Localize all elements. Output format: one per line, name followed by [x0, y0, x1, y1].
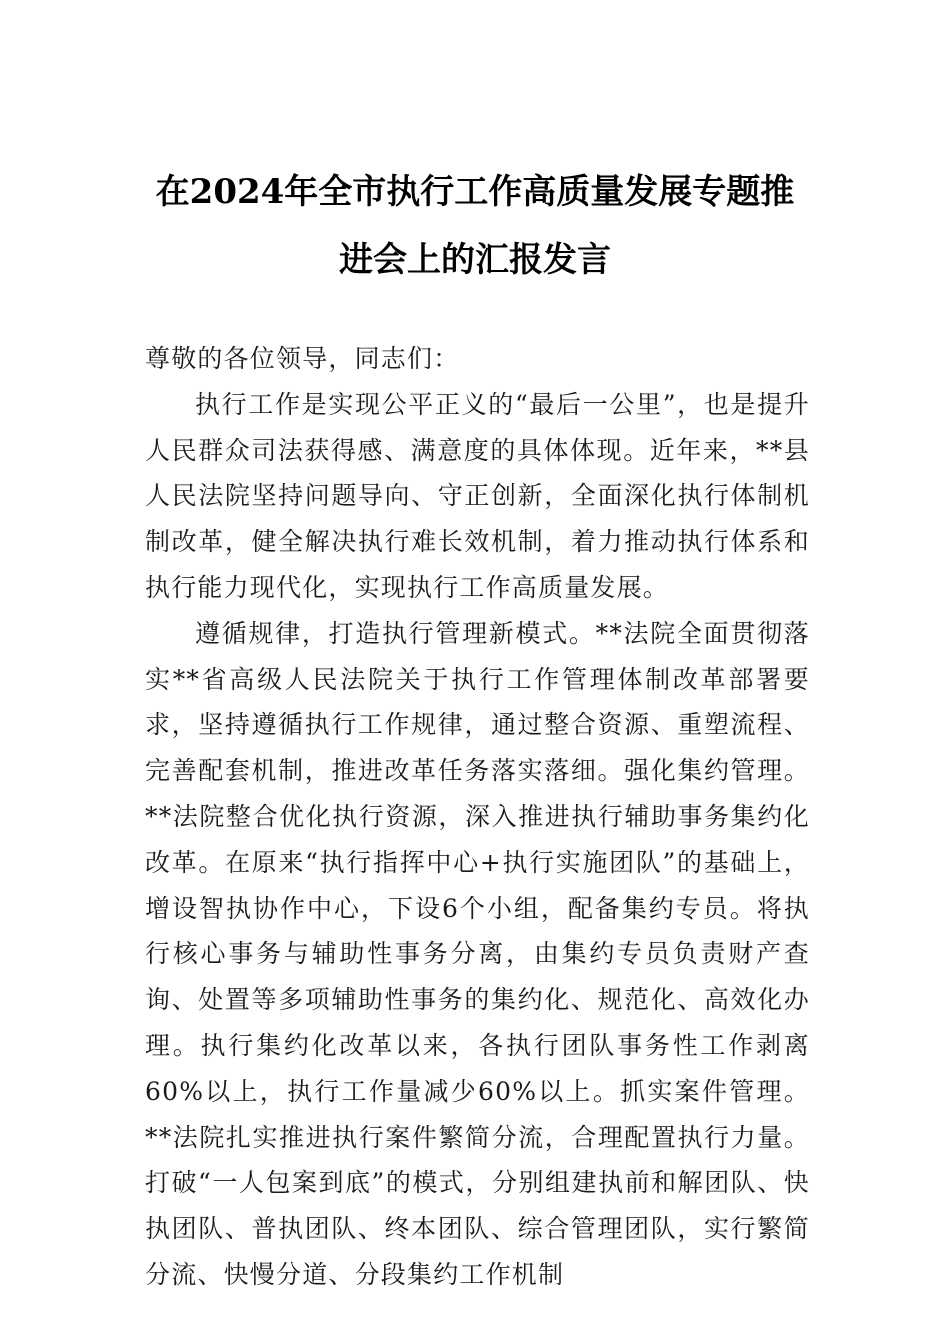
document-title-line-2: 进会上的汇报发言 — [339, 240, 611, 280]
document-title-line-1: 在2024年全市执行工作高质量发展专题推 — [155, 172, 795, 212]
salutation: 尊敬的各位领导，同志们： — [145, 344, 460, 373]
paragraph-intro: 执行工作是实现公平正义的“最后一公里”，也是提升人民群众司法获得感、满意度的具体体现。近年来，**县人民法院坚持问题导向、守正创新，全面深化执行体制机制改革，健全解决执行难长效机制，着力推动执行体系和执行能力现代化，实现执行工作高质量发展。 — [145, 389, 810, 602]
paragraph-reform: 遵循规律，打造执行管理新模式。**法院全面贯彻落实**省高级人民法院关于执行工作管理体制改革部署要求，坚持遵循执行工作规律，通过整合资源、重塑流程、完善配套机制，推进改革任务落实落细。强化集约管理。**法院整合优化执行资源，深入推进执行辅助事务集约化改革。在原来“执行指挥中心+执行实施团队”的基础上，增设智执协作中心，下设6个小组，配备集约专员。将执行核心事务与辅助性事务分离，由集约专员负责财产查询、处置等多项辅助性事务的集约化、规范化、高效化办理。执行集约化改革以来，各执行团队事务性工作剥离60%以上，执行工作量减少60%以上。抓实案件管理。**法院扎实推进执行案件繁简分流，合理配置执行力量。打破“一人包案到底”的模式，分别组建执前和解团队、快执团队、普执团队、终本团队、综合管理团队，实行繁简分流、快慢分道、分段集约工作机制 — [145, 618, 810, 1289]
document-body — [145, 336, 810, 1298]
